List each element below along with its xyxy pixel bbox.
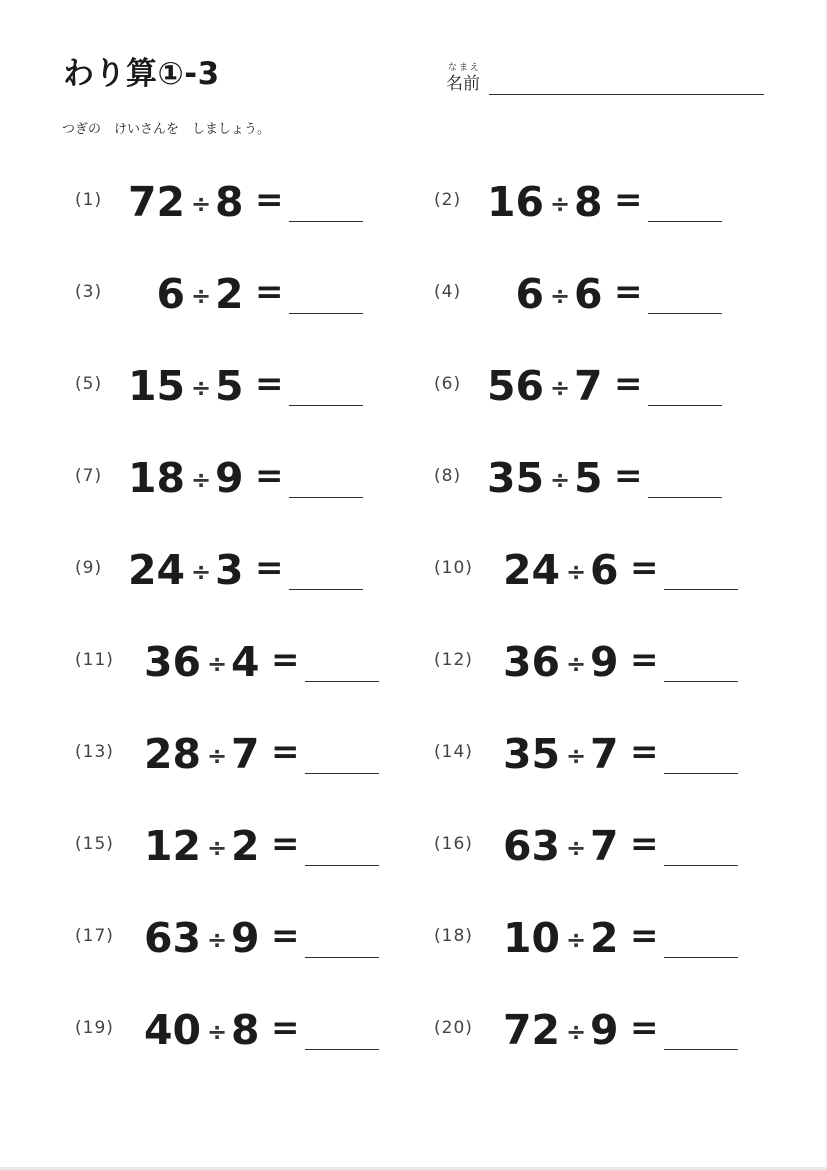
divisor-value: 2: [231, 822, 260, 870]
answer-blank[interactable]: [289, 405, 363, 406]
problem-item: [75, 820, 415, 870]
division-expression: [502, 912, 762, 962]
division-sign: ÷: [190, 466, 212, 494]
problem-number: (1): [75, 190, 103, 210]
problem-number: (7): [75, 466, 103, 486]
answer-blank[interactable]: [305, 773, 379, 774]
problem-number: (3): [75, 282, 103, 302]
division-expression: [143, 1004, 403, 1054]
problem-item: [434, 636, 774, 686]
division-expression: [502, 636, 762, 686]
divisor-value: 8: [215, 178, 244, 226]
name-furigana: なまえ: [448, 63, 482, 73]
problem-item: [75, 452, 415, 502]
instruction-text: つぎの けいさんを しましょう。: [62, 122, 271, 137]
problem-number: (17): [75, 926, 114, 946]
equals-sign: =: [630, 640, 659, 680]
equals-sign: =: [614, 456, 643, 496]
problem-number: (5): [75, 374, 103, 394]
division-sign: ÷: [190, 190, 212, 218]
divisor-value: 7: [590, 822, 619, 870]
problem-number: (15): [75, 834, 114, 854]
equals-sign: =: [630, 548, 659, 588]
division-sign: ÷: [549, 466, 571, 494]
problem-number: (18): [434, 926, 473, 946]
problem-number: (16): [434, 834, 473, 854]
problem-item: [75, 268, 415, 318]
dividend-value: 6: [515, 270, 544, 318]
answer-blank[interactable]: [305, 1049, 379, 1050]
divisor-value: 2: [215, 270, 244, 318]
equals-sign: =: [614, 272, 643, 312]
answer-blank[interactable]: [648, 221, 722, 222]
dividend-value: 35: [502, 730, 560, 778]
divisor-value: 9: [590, 638, 619, 686]
name-write-line[interactable]: [489, 94, 764, 95]
answer-blank[interactable]: [664, 681, 738, 682]
division-expression: [143, 912, 403, 962]
division-expression: [143, 636, 403, 686]
divisor-value: 2: [590, 914, 619, 962]
problem-item: [434, 268, 774, 318]
equals-sign: =: [271, 640, 300, 680]
divisor-value: 8: [231, 1006, 260, 1054]
answer-blank[interactable]: [664, 1049, 738, 1050]
problem-number: (4): [434, 282, 462, 302]
problem-item: [434, 360, 774, 410]
problem-item: [75, 544, 415, 594]
divisor-value: 3: [215, 546, 244, 594]
answer-blank[interactable]: [289, 589, 363, 590]
answer-blank[interactable]: [289, 313, 363, 314]
problem-item: [75, 360, 415, 410]
dividend-value: 72: [127, 178, 185, 226]
equals-sign: =: [271, 916, 300, 956]
division-expression: [143, 820, 403, 870]
divisor-value: 7: [231, 730, 260, 778]
problem-item: [434, 820, 774, 870]
problem-number: (2): [434, 190, 462, 210]
dividend-value: 16: [486, 178, 544, 226]
divisor-value: 8: [574, 178, 603, 226]
division-expression: [486, 176, 746, 226]
equals-sign: =: [255, 548, 284, 588]
divisor-value: 9: [231, 914, 260, 962]
division-expression: [127, 360, 387, 410]
division-sign: ÷: [565, 558, 587, 586]
dividend-value: 35: [486, 454, 544, 502]
equals-sign: =: [271, 1008, 300, 1048]
division-sign: ÷: [549, 374, 571, 402]
problem-item: [434, 1004, 774, 1054]
divisor-value: 5: [215, 362, 244, 410]
dividend-value: 18: [127, 454, 185, 502]
division-expression: [156, 268, 387, 318]
problem-number: (8): [434, 466, 462, 486]
dividend-value: 15: [127, 362, 185, 410]
problem-number: (10): [434, 558, 473, 578]
dividend-value: 12: [143, 822, 201, 870]
dividend-value: 63: [502, 822, 560, 870]
problem-number: (13): [75, 742, 114, 762]
equals-sign: =: [630, 1008, 659, 1048]
equals-sign: =: [630, 824, 659, 864]
division-sign: ÷: [565, 1018, 587, 1046]
divisor-value: 5: [574, 454, 603, 502]
answer-blank[interactable]: [648, 405, 722, 406]
problem-item: [75, 1004, 415, 1054]
division-expression: [127, 176, 387, 226]
division-expression: [127, 544, 387, 594]
division-sign: ÷: [190, 282, 212, 310]
division-expression: [486, 360, 746, 410]
problem-item: [75, 636, 415, 686]
problem-number: (11): [75, 650, 114, 670]
equals-sign: =: [255, 456, 284, 496]
dividend-value: 72: [502, 1006, 560, 1054]
dividend-value: 40: [143, 1006, 201, 1054]
division-sign: ÷: [549, 190, 571, 218]
problem-item: [434, 544, 774, 594]
problem-number: (19): [75, 1018, 114, 1038]
division-sign: ÷: [565, 650, 587, 678]
division-expression: [502, 1004, 762, 1054]
answer-blank[interactable]: [289, 221, 363, 222]
answer-blank[interactable]: [664, 957, 738, 958]
divisor-value: 6: [590, 546, 619, 594]
answer-blank[interactable]: [648, 313, 722, 314]
division-sign: ÷: [206, 742, 228, 770]
answer-blank[interactable]: [648, 497, 722, 498]
problem-item: [75, 728, 415, 778]
equals-sign: =: [271, 824, 300, 864]
dividend-value: 6: [156, 270, 185, 318]
problem-number: (9): [75, 558, 103, 578]
problem-item: [75, 176, 415, 226]
divisor-value: 6: [574, 270, 603, 318]
division-sign: ÷: [206, 650, 228, 678]
name-label: 名前: [446, 74, 480, 94]
division-expression: [502, 820, 762, 870]
equals-sign: =: [614, 180, 643, 220]
equals-sign: =: [255, 364, 284, 404]
problem-item: [75, 912, 415, 962]
division-sign: ÷: [565, 926, 587, 954]
division-expression: [143, 728, 403, 778]
answer-blank[interactable]: [664, 773, 738, 774]
equals-sign: =: [630, 916, 659, 956]
problem-item: [434, 452, 774, 502]
division-sign: ÷: [206, 926, 228, 954]
problem-number: (14): [434, 742, 473, 762]
dividend-value: 36: [502, 638, 560, 686]
dividend-value: 10: [502, 914, 560, 962]
division-expression: [515, 268, 746, 318]
division-expression: [502, 728, 762, 778]
worksheet-title: わり算①-3: [63, 56, 220, 92]
division-expression: [486, 452, 746, 502]
division-sign: ÷: [565, 834, 587, 862]
division-sign: ÷: [549, 282, 571, 310]
division-expression: [127, 452, 387, 502]
division-sign: ÷: [206, 834, 228, 862]
dividend-value: 28: [143, 730, 201, 778]
equals-sign: =: [271, 732, 300, 772]
answer-blank[interactable]: [305, 957, 379, 958]
answer-blank[interactable]: [305, 681, 379, 682]
division-expression: [502, 544, 762, 594]
divisor-value: 4: [231, 638, 260, 686]
divisor-value: 7: [590, 730, 619, 778]
answer-blank[interactable]: [664, 865, 738, 866]
problem-number: (12): [434, 650, 473, 670]
division-sign: ÷: [190, 374, 212, 402]
problem-number: (20): [434, 1018, 473, 1038]
dividend-value: 24: [127, 546, 185, 594]
answer-blank[interactable]: [664, 589, 738, 590]
divisor-value: 9: [215, 454, 244, 502]
division-sign: ÷: [190, 558, 212, 586]
dividend-value: 56: [486, 362, 544, 410]
division-sign: ÷: [565, 742, 587, 770]
equals-sign: =: [255, 180, 284, 220]
division-sign: ÷: [206, 1018, 228, 1046]
equals-sign: =: [614, 364, 643, 404]
problem-item: [434, 912, 774, 962]
answer-blank[interactable]: [289, 497, 363, 498]
answer-blank[interactable]: [305, 865, 379, 866]
dividend-value: 63: [143, 914, 201, 962]
problem-number: (6): [434, 374, 462, 394]
problem-item: [434, 728, 774, 778]
dividend-value: 24: [502, 546, 560, 594]
problem-item: [434, 176, 774, 226]
divisor-value: 7: [574, 362, 603, 410]
equals-sign: =: [630, 732, 659, 772]
dividend-value: 36: [143, 638, 201, 686]
equals-sign: =: [255, 272, 284, 312]
divisor-value: 9: [590, 1006, 619, 1054]
